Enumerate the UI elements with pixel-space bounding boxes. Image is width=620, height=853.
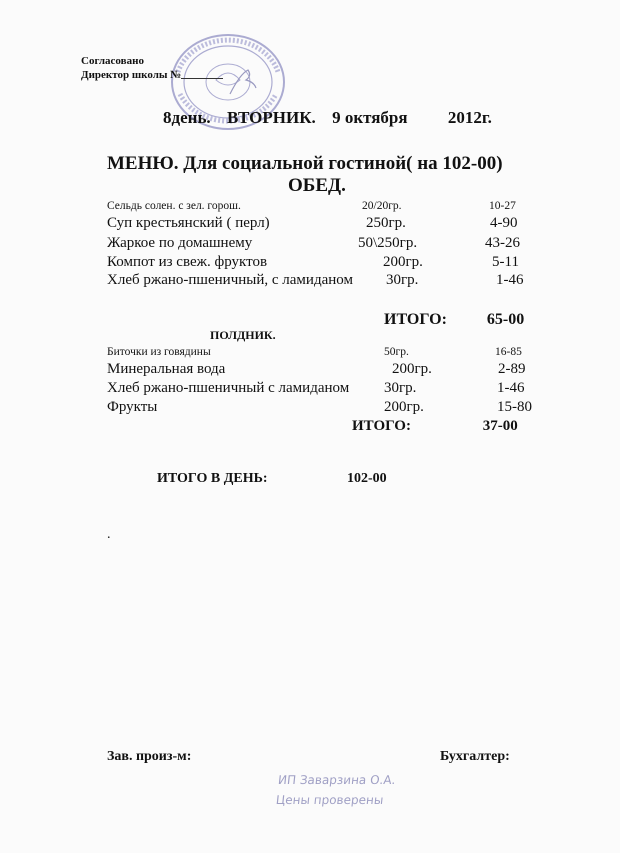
approval-line-1: Согласовано: [81, 55, 144, 67]
lunch-total: [384, 311, 524, 329]
table-row: [0, 380, 620, 400]
item-price: 1-46: [496, 272, 524, 288]
item-price: 4-90: [490, 215, 518, 231]
date: 9 октября: [332, 108, 408, 127]
approval-block: [81, 54, 223, 82]
snack-total: [352, 418, 518, 435]
item-portion: 250гр.: [366, 215, 406, 231]
accountant-signature: Бухгалтер:: [440, 749, 510, 764]
signature-line: [181, 78, 223, 79]
item-price: 15-80: [497, 399, 532, 415]
menu-title: МЕНЮ. Для социальной гостиной( на 102-00): [107, 153, 503, 174]
item-portion: 20/20гр.: [362, 200, 402, 212]
table-row: [0, 254, 620, 274]
item-portion: 50гр.: [384, 346, 409, 358]
day-total-value: 102-00: [347, 471, 387, 486]
lunch-title: ОБЕД.: [288, 175, 346, 196]
snack-total-label: ИТОГО:: [352, 418, 411, 434]
item-price: 43-26: [485, 235, 520, 251]
item-price: 2-89: [498, 361, 526, 377]
item-name: Хлеб ржано-пшеничный с ламиданом: [107, 380, 350, 396]
item-name: Минеральная вода: [107, 361, 226, 377]
item-name: Хлеб ржано-пшеничный, с ламиданом: [107, 272, 353, 288]
table-row: [0, 235, 620, 255]
ip-stamp-line-2: Цены проверены: [275, 793, 385, 807]
approval-line-2: Директор школы №: [81, 69, 182, 81]
table-row: [0, 272, 620, 292]
item-price: 10-27: [489, 200, 516, 212]
snack-title: ПОЛДНИК.: [210, 328, 276, 342]
table-row: [0, 361, 620, 381]
item-portion: 200гр.: [383, 254, 423, 270]
stray-dot: .: [107, 527, 111, 542]
item-name: Сельдь солен. с зел. горош.: [107, 200, 241, 212]
item-portion: 200гр.: [392, 361, 432, 377]
ip-price-stamp: [275, 770, 397, 810]
item-name: Биточки из говядины: [107, 346, 211, 358]
lunch-total-value: 65-00: [486, 311, 525, 328]
item-portion: 200гр.: [384, 399, 424, 415]
item-name: Фрукты: [107, 399, 158, 415]
year: 2012г.: [447, 108, 492, 127]
production-manager-signature: Зав. произ-м:: [107, 749, 192, 764]
day-number: 8день.: [163, 108, 211, 127]
item-portion: 50\250гр.: [358, 235, 418, 251]
snack-total-value: 37-00: [482, 418, 518, 434]
item-name: Суп крестьянский ( перл): [107, 215, 270, 231]
weekday: ВТОРНИК.: [226, 108, 316, 127]
item-price: 5-11: [492, 254, 519, 270]
table-row: [0, 215, 620, 235]
lunch-total-label: ИТОГО:: [384, 311, 447, 328]
day-total-label: ИТОГО В ДЕНЬ:: [157, 471, 268, 486]
item-price: 16-85: [495, 346, 522, 358]
table-row: [0, 399, 620, 419]
item-portion: 30гр.: [384, 380, 417, 396]
day-total: [157, 471, 387, 487]
item-portion: 30гр.: [386, 272, 419, 288]
item-name: Жаркое по домашнему: [107, 235, 253, 251]
day-header: [163, 108, 492, 128]
item-price: 1-46: [497, 380, 525, 396]
ip-stamp-line-1: ИП Заварзина О.А.: [277, 773, 397, 787]
item-name: Компот из свеж. фруктов: [107, 254, 268, 270]
